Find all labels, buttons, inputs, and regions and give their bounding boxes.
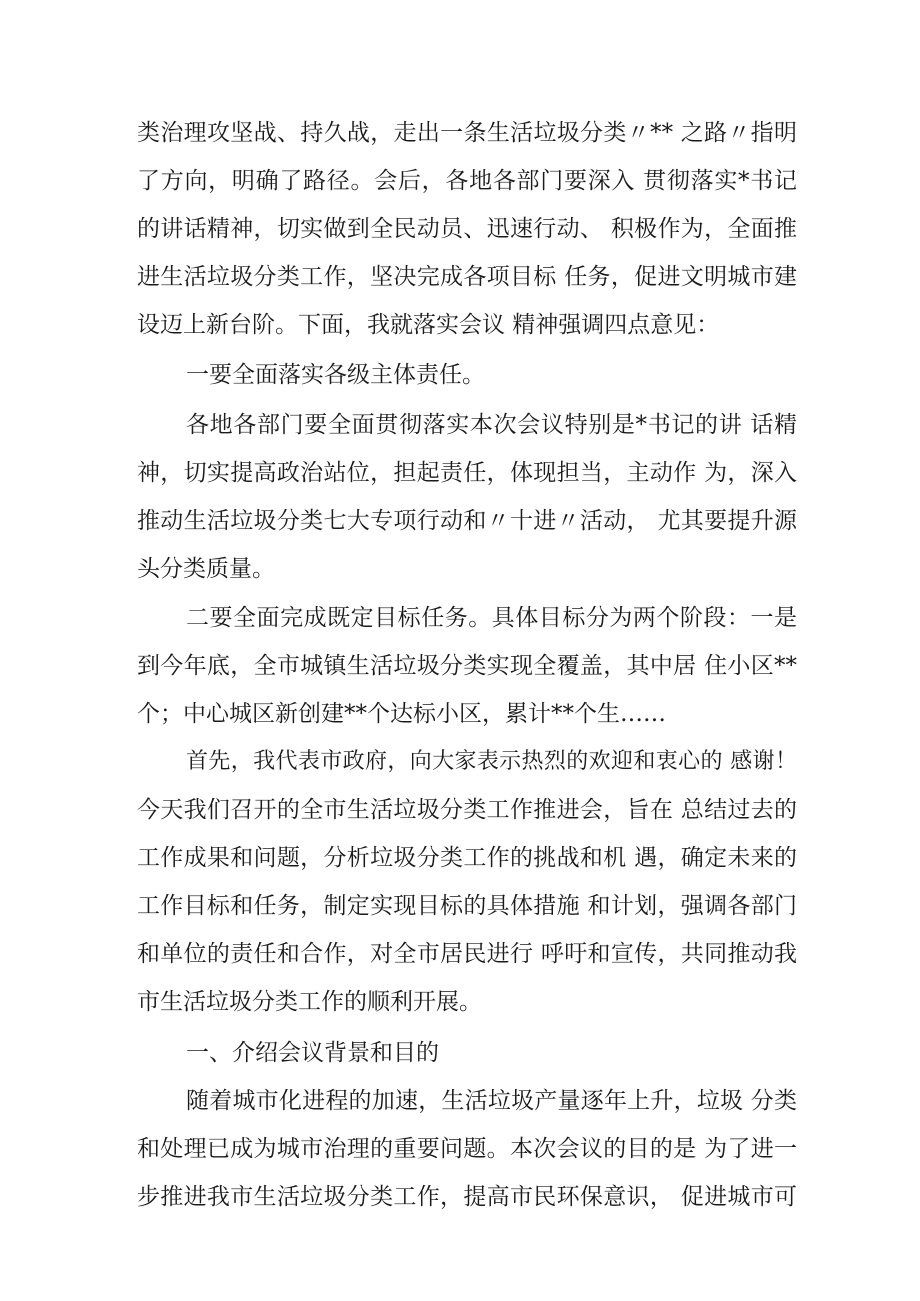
text-line: 设迈上新台阶。下面，我就落实会议 精神强调四点意见：	[137, 312, 720, 338]
text-line: 头分类质量。	[137, 556, 275, 582]
text-line: 工作成果和问题，分析垃圾分类工作的挑战和机 遇，确定未来的	[137, 845, 797, 871]
text-line: 个；中心城区新创建**个达标小区，累计**个生……	[137, 701, 666, 727]
text-line: 到今年底，全市城镇生活垃圾分类实现全覆盖，其中居 住小区**	[137, 653, 797, 679]
section-heading: 一要全面落实各级主体责任。	[186, 362, 485, 388]
section-heading: 一、介绍会议背景和目的	[186, 1040, 439, 1066]
text-line: 工作目标和任务，制定实现目标的具体措施 和计划，强调各部门	[137, 893, 797, 919]
text-line: 各地各部门要全面贯彻落实本次会议特别是*书记的讲 话精	[186, 412, 797, 438]
text-line: 首先，我代表市政府，向大家表示热烈的欢迎和衷心的 感谢！	[186, 749, 797, 774]
text-line: 类治理攻坚战、持久战，走出一条生活垃圾分类〃** 之路〃指明	[137, 120, 797, 146]
text-line: 二要全面完成既定目标任务。具体目标分为两个阶段：一是	[186, 605, 797, 631]
text-line: 和单位的责任和合作，对全市居民进行 呼吁和宣传，共同推动我	[137, 941, 797, 967]
text-line: 市生活垃圾分类工作的顺利开展。	[137, 989, 482, 1015]
text-line: 推动生活垃圾分类七大专项行动和〃十进〃活动， 尤其要提升源	[137, 508, 797, 534]
text-line: 步推进我市生活垃圾分类工作，提高市民环保意识， 促进城市可	[137, 1184, 797, 1210]
text-line: 进生活垃圾分类工作，坚决完成各项目标 任务，促进文明城市建	[137, 264, 797, 290]
text-line: 随着城市化进程的加速，生活垃圾产量逐年上升，垃圾 分类	[186, 1088, 797, 1114]
text-line: 的讲话精神，切实做到全民动员、迅速行动、 积极作为，全面推	[137, 216, 797, 242]
text-line: 和处理已成为城市治理的重要问题。本次会议的目的是 为了进一	[137, 1136, 797, 1162]
text-line: 神，切实提高政治站位，担起责任，体现担当，主动作 为，深入	[137, 460, 797, 486]
text-line: 了方向，明确了路径。会后，各地各部门要深入 贯彻落实*书记	[137, 168, 797, 194]
text-line: 今天我们召开的全市生活垃圾分类工作推进会，旨在 总结过去的	[137, 797, 797, 823]
